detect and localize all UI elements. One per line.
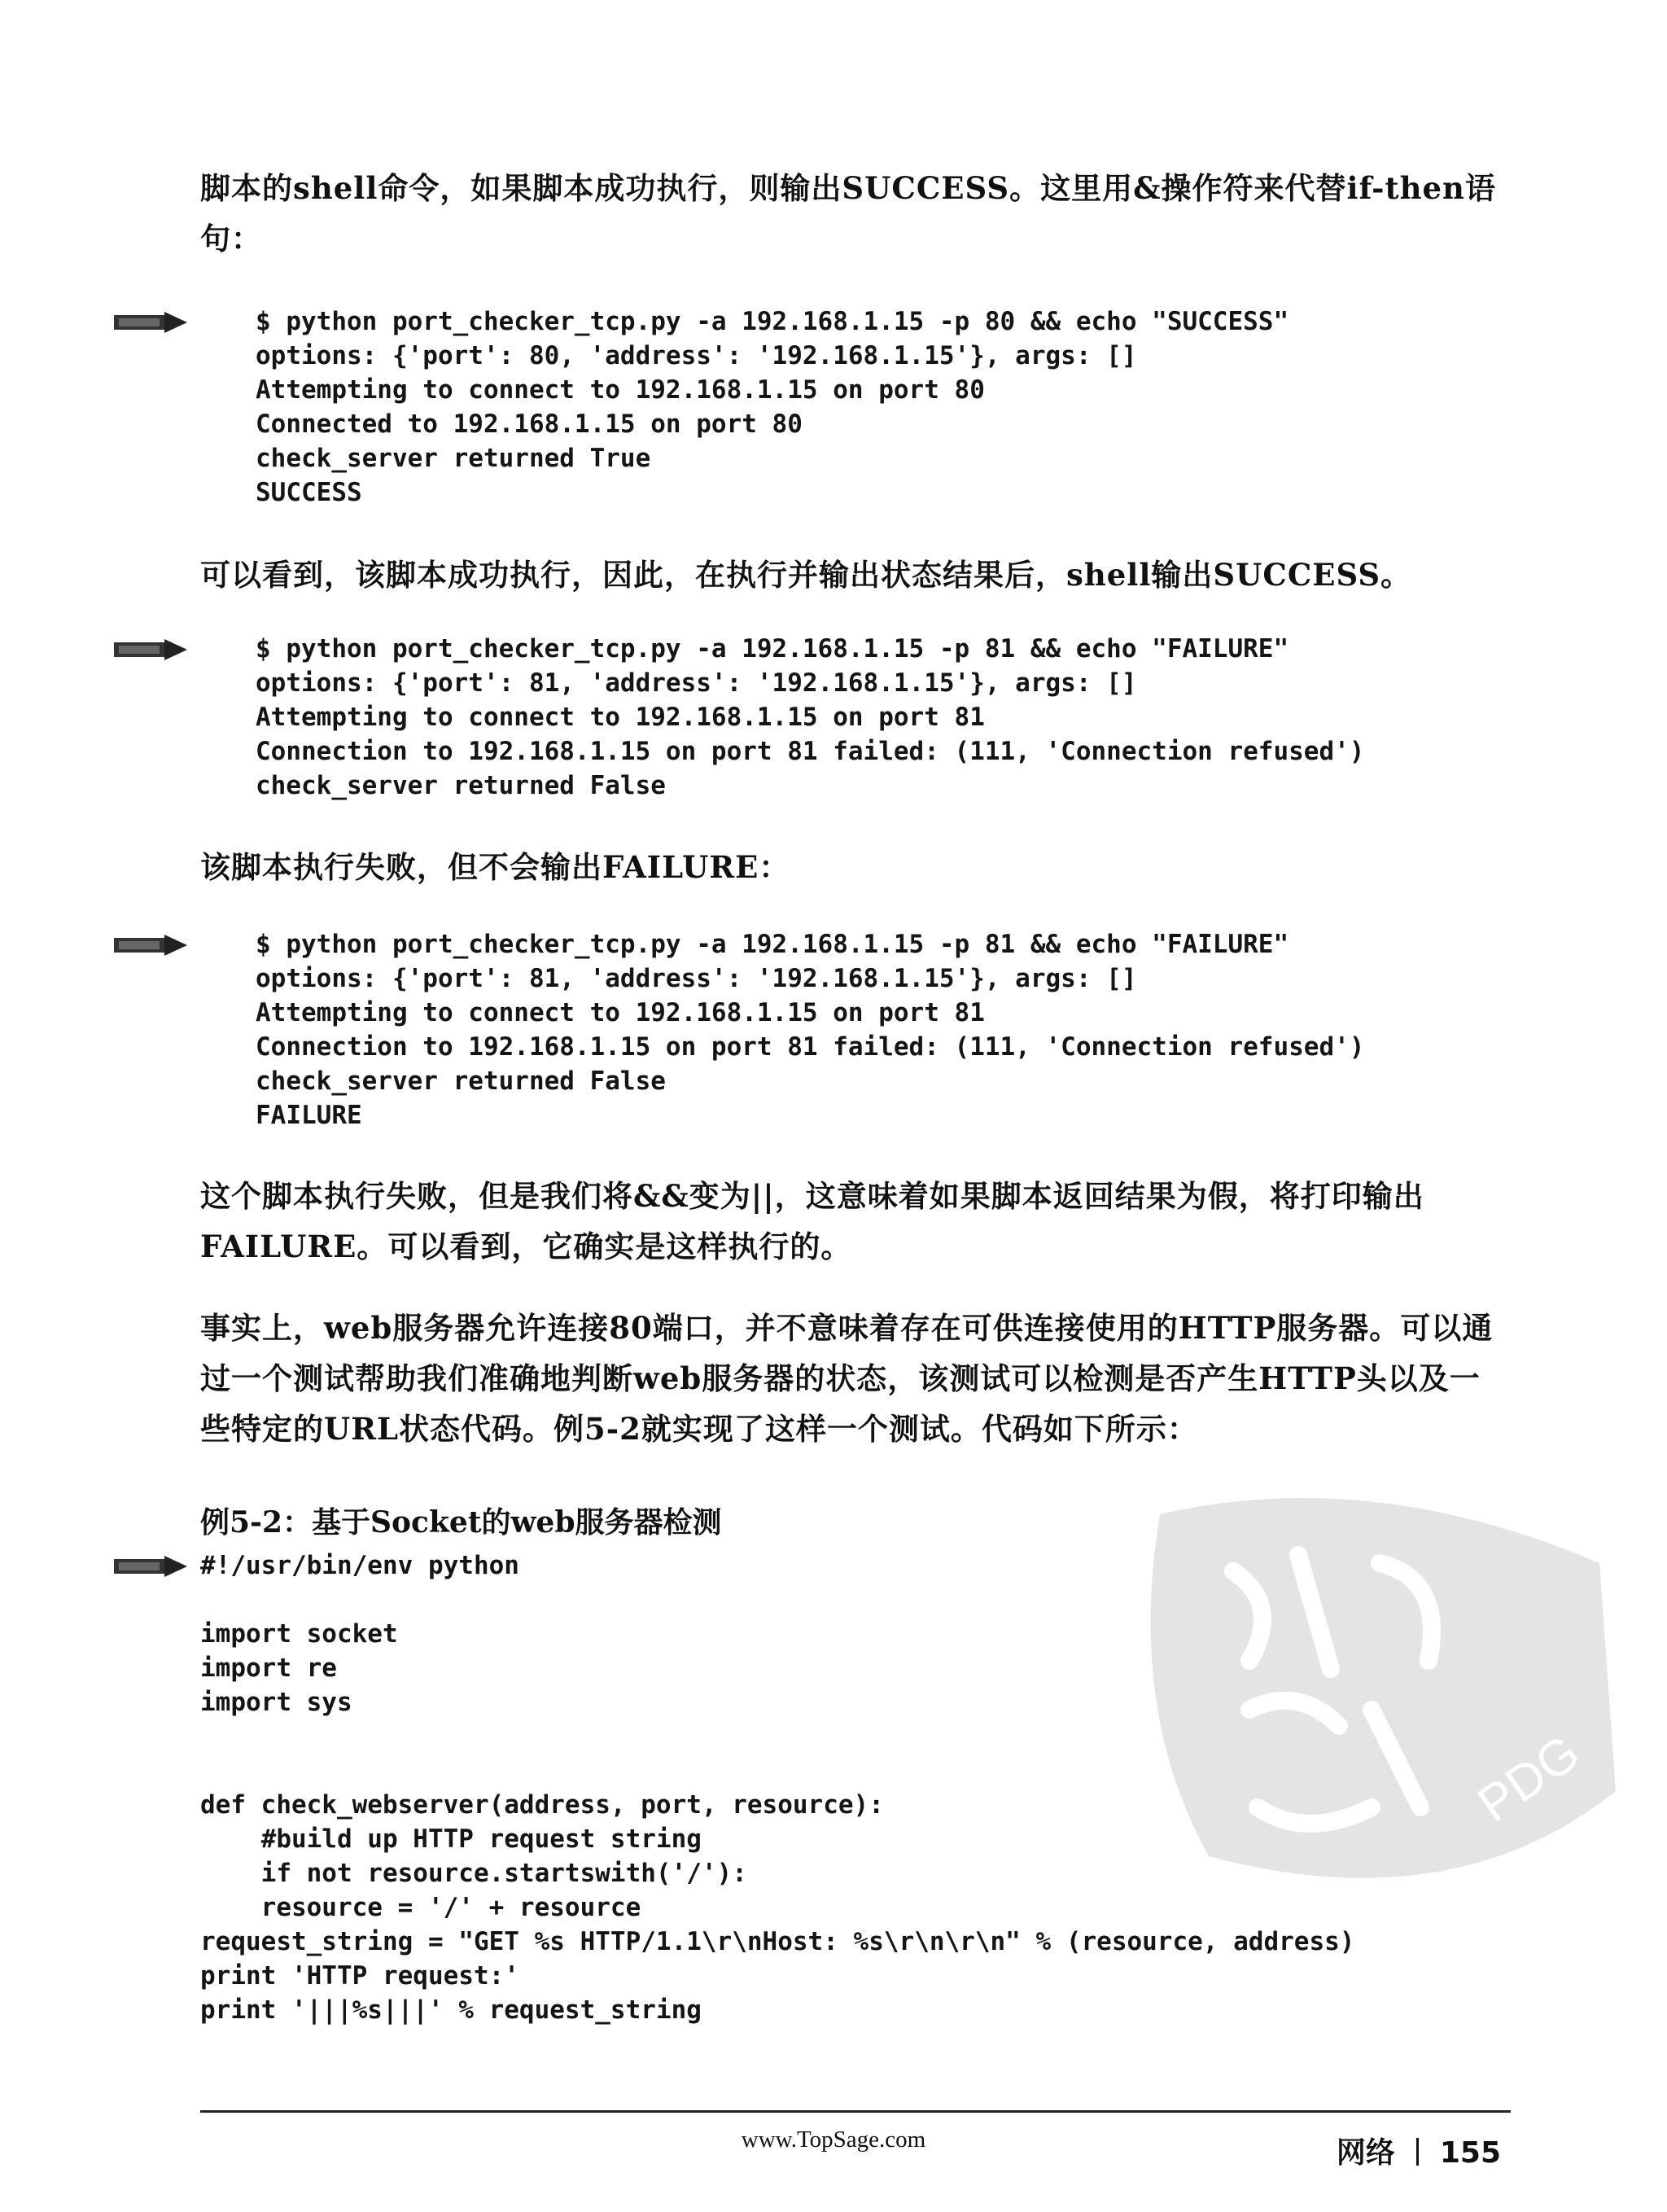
example-caption: 例5-2：基于Socket的web服务器检测 xyxy=(200,1505,722,1540)
code-block-example: #!/usr/bin/env python import socket import re import sys def check_webserver(address, port, resource): #build up HTTP request string if not resource.startswith('/'): resource = '/' + resource request_string = "GET %s HTTP/1.1\r\nHost: %s\r\n\r\n" % (resource, address) print 'HTTP request:' print '|||%s|||' % request_string xyxy=(200,1551,1355,2025)
footer-separator xyxy=(1416,2138,1419,2166)
code-block-failure-and: $ python port_checker_tcp.py -a 192.168.1.15 -p 81 && echo "FAILURE" options: {'port': 81, 'address': '192.168.1.15'}, args: [] Attempting to connect to 192.168.1.15 on port 81 Connection to 192.168.1.15 on port 81 failed: (111, 'Connection refused') check_server returned False xyxy=(256,634,1365,800)
arrow-marker-icon xyxy=(112,1556,187,1577)
website-footer: www.TopSage.com xyxy=(741,2127,926,2153)
arrow-marker-icon xyxy=(112,935,187,956)
page-footer xyxy=(1337,2130,1501,2171)
watermark-text: PDG xyxy=(1468,1724,1590,1833)
arrow-marker-icon xyxy=(112,639,187,660)
footer-rule xyxy=(200,2110,1511,2113)
code-block-failure-or: $ python port_checker_tcp.py -a 192.168.1.15 -p 81 && echo "FAILURE" options: {'port': 81, 'address': '192.168.1.15'}, args: [] Attempting to connect to 192.168.1.15 on port 81 Connection to 192.168.1.15 on port 81 failed: (111, 'Connection refused') check_server returned False FAILURE xyxy=(256,930,1365,1130)
http-test-paragraph: 事实上，web服务器允许连接80端口，并不意味着存在可供连接使用的HTTP服务器。可以通过一个测试帮助我们准确地判断web服务器的状态，该测试可以检测是否产生HTTP头以及一些特定的URL状态代码。例5-2就实现了这样一个测试。代码如下所示： xyxy=(200,1310,1494,1447)
code-block-success: $ python port_checker_tcp.py -a 192.168.1.15 -p 80 && echo "SUCCESS" options: {'port': 80, 'address': '192.168.1.15'}, args: [] Attempting to connect to 192.168.1.15 on port 80 Connected to 192.168.1.15 on port 80 check_server returned True SUCCESS xyxy=(256,307,1289,507)
or-operator-paragraph: 这个脚本执行失败，但是我们将&&变为||，这意味着如果脚本返回结果为假，将打印输出FAILURE。可以看到，它确实是这样执行的。 xyxy=(200,1178,1424,1264)
page-number: 155 xyxy=(1439,2136,1501,2170)
section-name: 网络 xyxy=(1336,2136,1395,2170)
success-paragraph: 可以看到，该脚本成功执行，因此，在执行并输出状态结果后，shell输出SUCCESS。 xyxy=(200,557,1412,593)
intro-paragraph: 脚本的shell命令，如果脚本成功执行，则输出SUCCESS。这里用&操作符来代替if-then语句： xyxy=(200,170,1496,256)
failure-paragraph: 该脚本执行失败，但不会输出FAILURE： xyxy=(200,849,790,885)
watermark-seal xyxy=(1111,1465,1632,1921)
arrow-marker-icon xyxy=(112,312,187,333)
